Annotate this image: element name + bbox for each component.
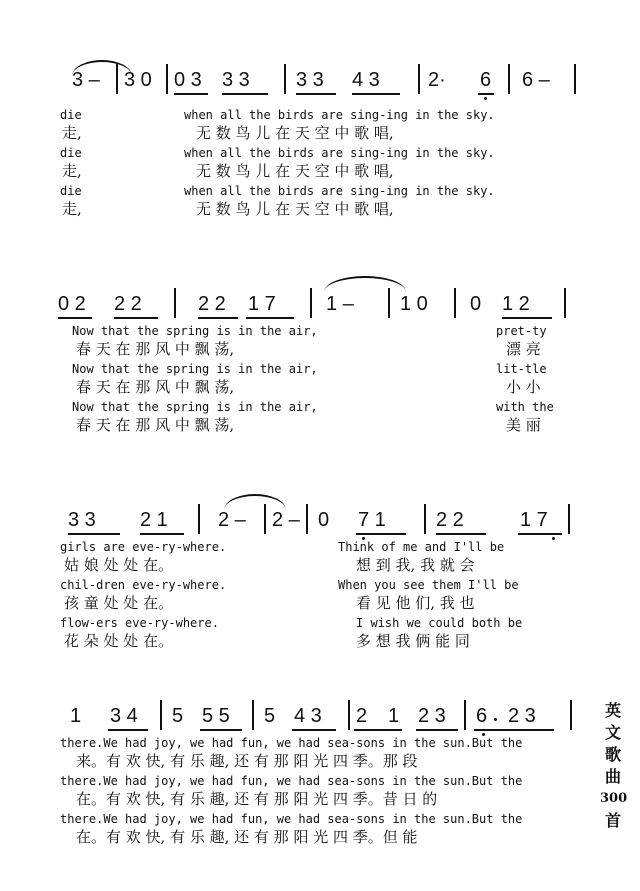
side-title-char: 歌 — [604, 745, 621, 764]
underline — [114, 317, 158, 319]
side-title-char: 文 — [604, 723, 621, 742]
bar-line — [570, 700, 572, 730]
lyric-segment: lit-tle — [496, 362, 547, 376]
notation-line — [72, 60, 582, 100]
note-group: 5 5 — [202, 705, 230, 727]
note-group: 1 – — [326, 293, 354, 315]
bar-line — [564, 288, 566, 318]
lyric-segment: 无 数 鸟 儿 在 天 空 中 歌 唱, — [196, 124, 394, 142]
note-group: 1 — [70, 705, 82, 727]
note-group: 7 1 — [358, 509, 386, 531]
lyric-segment: 花 朵 处 处 在。 — [64, 632, 174, 650]
lyric-line-en — [60, 398, 580, 416]
note-group: 3 3 — [68, 509, 96, 531]
lyric-line-en — [60, 360, 580, 378]
lyric-segment: there.We had joy, we had fun, we had sea-sons in the sun.But the — [60, 736, 523, 750]
lyric-segment: 看 见 他 们, 我 也 — [356, 594, 475, 612]
note-group: 2· — [428, 69, 446, 91]
note-group: 3 3 — [296, 69, 324, 91]
underline — [478, 93, 494, 95]
note-group: 0 2 — [58, 293, 86, 315]
underline — [68, 533, 120, 535]
lyric-line-zh — [60, 200, 580, 218]
underline — [502, 317, 552, 319]
lyric-segment: girls are eve-ry-where. — [60, 540, 227, 554]
lyric-line-en — [60, 322, 580, 340]
bar-line — [348, 700, 350, 730]
lyric-segment: pret-ty — [496, 324, 547, 338]
notation-line — [68, 500, 578, 540]
lyric-segment: 想 到 我, 我 就 会 — [356, 556, 475, 574]
side-title-char: 300 — [600, 791, 628, 806]
bar-line — [464, 700, 466, 730]
lyric-segment: die — [60, 146, 82, 160]
note-group: 1 — [388, 705, 400, 727]
bar-line — [160, 700, 162, 730]
tie-slur — [324, 276, 406, 292]
lyric-line-en — [60, 734, 580, 752]
lyric-segment: 无 数 鸟 儿 在 天 空 中 歌 唱, — [196, 200, 394, 218]
lyric-line-zh — [60, 752, 580, 770]
lyric-line-en — [60, 810, 580, 828]
note-group: 2 1 — [140, 509, 168, 531]
lyric-segment: 在。有 欢 快, 有 乐 趣, 还 有 那 阳 光 四 季。但 能 — [76, 828, 418, 846]
note-group: 1 2 — [502, 293, 530, 315]
underline — [474, 729, 554, 731]
lyric-line-en — [60, 614, 580, 632]
side-title-char: 曲 — [604, 767, 621, 786]
note-group: 3 0 — [124, 69, 152, 91]
note-group: 1 7 — [520, 509, 548, 531]
bar-line — [574, 64, 576, 94]
lyric-line-zh — [60, 594, 580, 612]
lyric-segment: Now that the spring is in the air, — [72, 362, 318, 376]
underline — [296, 93, 336, 95]
lyric-segment: 春 天 在 那 风 中 飘 荡, — [76, 340, 235, 358]
underline — [200, 729, 242, 731]
note-group: 1 7 — [248, 293, 276, 315]
lyric-line-zh — [60, 124, 580, 142]
note-group: 3 – — [72, 69, 100, 91]
note-group: 0 — [470, 293, 482, 315]
note-group: 2 3 — [418, 705, 446, 727]
underline — [292, 729, 336, 731]
lyric-segment: 无 数 鸟 儿 在 天 空 中 歌 唱, — [196, 162, 394, 180]
note-group: 2 2 — [114, 293, 142, 315]
underline — [356, 533, 406, 535]
note-group: 3 4 — [110, 705, 138, 727]
lyric-line-en — [60, 538, 580, 556]
lyric-segment: when all the birds are sing-ing in the sky. — [184, 108, 495, 122]
underline — [246, 317, 294, 319]
bar-line — [568, 504, 570, 534]
underline — [416, 729, 458, 731]
notation-line — [58, 284, 568, 324]
side-title-char: 英 — [604, 701, 621, 720]
lyric-line-zh — [60, 416, 580, 434]
note-group: 2 — [356, 705, 368, 727]
lyric-line-zh — [60, 340, 580, 358]
lyric-segment: 小 小 — [506, 378, 541, 396]
lyric-segment: 来。有 欢 快, 有 乐 趣, 还 有 那 阳 光 四 季。那 段 — [76, 752, 418, 770]
bar-line — [198, 504, 200, 534]
note-group: 5 — [172, 705, 184, 727]
lyric-line-en — [60, 144, 580, 162]
lyric-segment: 春 天 在 那 风 中 飘 荡, — [76, 378, 235, 396]
book-side-title — [600, 700, 626, 832]
note-group: 1 0 — [400, 293, 428, 315]
lyric-segment: with the — [496, 400, 554, 414]
lyric-segment: 春 天 在 那 风 中 飘 荡, — [76, 416, 235, 434]
note-group: 4 3 — [352, 69, 380, 91]
lyric-segment: chil-dren eve-ry-where. — [60, 578, 227, 592]
underline — [436, 533, 486, 535]
lyric-segment: 孩 童 处 处 在。 — [64, 594, 174, 612]
lyric-line-zh — [60, 790, 580, 808]
underline — [518, 533, 562, 535]
bar-line — [252, 700, 254, 730]
lyric-segment: 姑 娘 处 处 在。 — [64, 556, 174, 574]
lyric-segment: die — [60, 184, 82, 198]
lyric-line-zh — [60, 162, 580, 180]
lyric-segment: 在。有 欢 快, 有 乐 趣, 还 有 那 阳 光 四 季。昔 日 的 — [76, 790, 438, 808]
bar-line — [284, 64, 286, 94]
note-group: 2 – — [272, 509, 300, 531]
lyric-segment: I wish we could both be — [356, 616, 523, 630]
underline — [108, 729, 148, 731]
bar-line — [310, 288, 312, 318]
note-group: 2 3 — [508, 705, 536, 727]
note-group: 5 — [264, 705, 276, 727]
underline — [140, 533, 184, 535]
note-group: 0 — [318, 509, 330, 531]
note-group: 6 – — [522, 69, 550, 91]
low-octave-dot — [484, 97, 487, 100]
lyric-segment: 美 丽 — [506, 416, 541, 434]
dot-mark — [494, 718, 497, 721]
note-group: 0 3 — [174, 69, 202, 91]
lyric-segment: 走, — [62, 124, 82, 142]
lyric-segment: Now that the spring is in the air, — [72, 400, 318, 414]
lyric-segment: 走, — [62, 162, 82, 180]
bar-line — [418, 64, 420, 94]
bar-line — [174, 288, 176, 318]
lyric-line-zh — [60, 556, 580, 574]
lyric-line-zh — [60, 632, 580, 650]
note-group: 2 – — [218, 509, 246, 531]
note-group: 3 3 — [222, 69, 250, 91]
lyric-line-en — [60, 106, 580, 124]
lyric-segment: When you see them I'll be — [338, 578, 519, 592]
bar-line — [116, 64, 118, 94]
lyric-line-en — [60, 772, 580, 790]
lyric-line-zh — [60, 378, 580, 396]
lyric-segment: when all the birds are sing-ing in the sky. — [184, 146, 495, 160]
lyric-segment: die — [60, 108, 82, 122]
underline — [352, 93, 400, 95]
lyric-line-en — [60, 576, 580, 594]
lyric-segment: there.We had joy, we had fun, we had sea-sons in the sun.But the — [60, 812, 523, 826]
bar-line — [508, 64, 510, 94]
note-group: 6 — [480, 69, 492, 91]
lyric-segment: when all the birds are sing-ing in the sky. — [184, 184, 495, 198]
lyric-segment: Think of me and I'll be — [338, 540, 505, 554]
bar-line — [264, 504, 266, 534]
lyric-segment: flow-ers eve-ry-where. — [60, 616, 219, 630]
lyric-segment: 走, — [62, 200, 82, 218]
bar-line — [388, 288, 390, 318]
lyric-line-zh — [60, 828, 580, 846]
underline — [354, 729, 402, 731]
underline — [222, 93, 268, 95]
note-group: 2 2 — [436, 509, 464, 531]
underline — [58, 317, 92, 319]
underline — [198, 317, 238, 319]
bar-line — [454, 288, 456, 318]
bar-line — [166, 64, 168, 94]
lyric-line-en — [60, 182, 580, 200]
underline — [174, 93, 208, 95]
note-group: 4 3 — [294, 705, 322, 727]
bar-line — [306, 504, 308, 534]
note-group: 6 — [476, 705, 488, 727]
lyric-segment: 漂 亮 — [506, 340, 541, 358]
side-title-char: 首 — [604, 811, 621, 830]
bar-line — [424, 504, 426, 534]
notation-line — [68, 696, 578, 736]
lyric-segment: 多 想 我 俩 能 同 — [356, 632, 470, 650]
note-group: 2 2 — [198, 293, 226, 315]
lyric-segment: Now that the spring is in the air, — [72, 324, 318, 338]
lyric-segment: there.We had joy, we had fun, we had sea-sons in the sun.But the — [60, 774, 523, 788]
